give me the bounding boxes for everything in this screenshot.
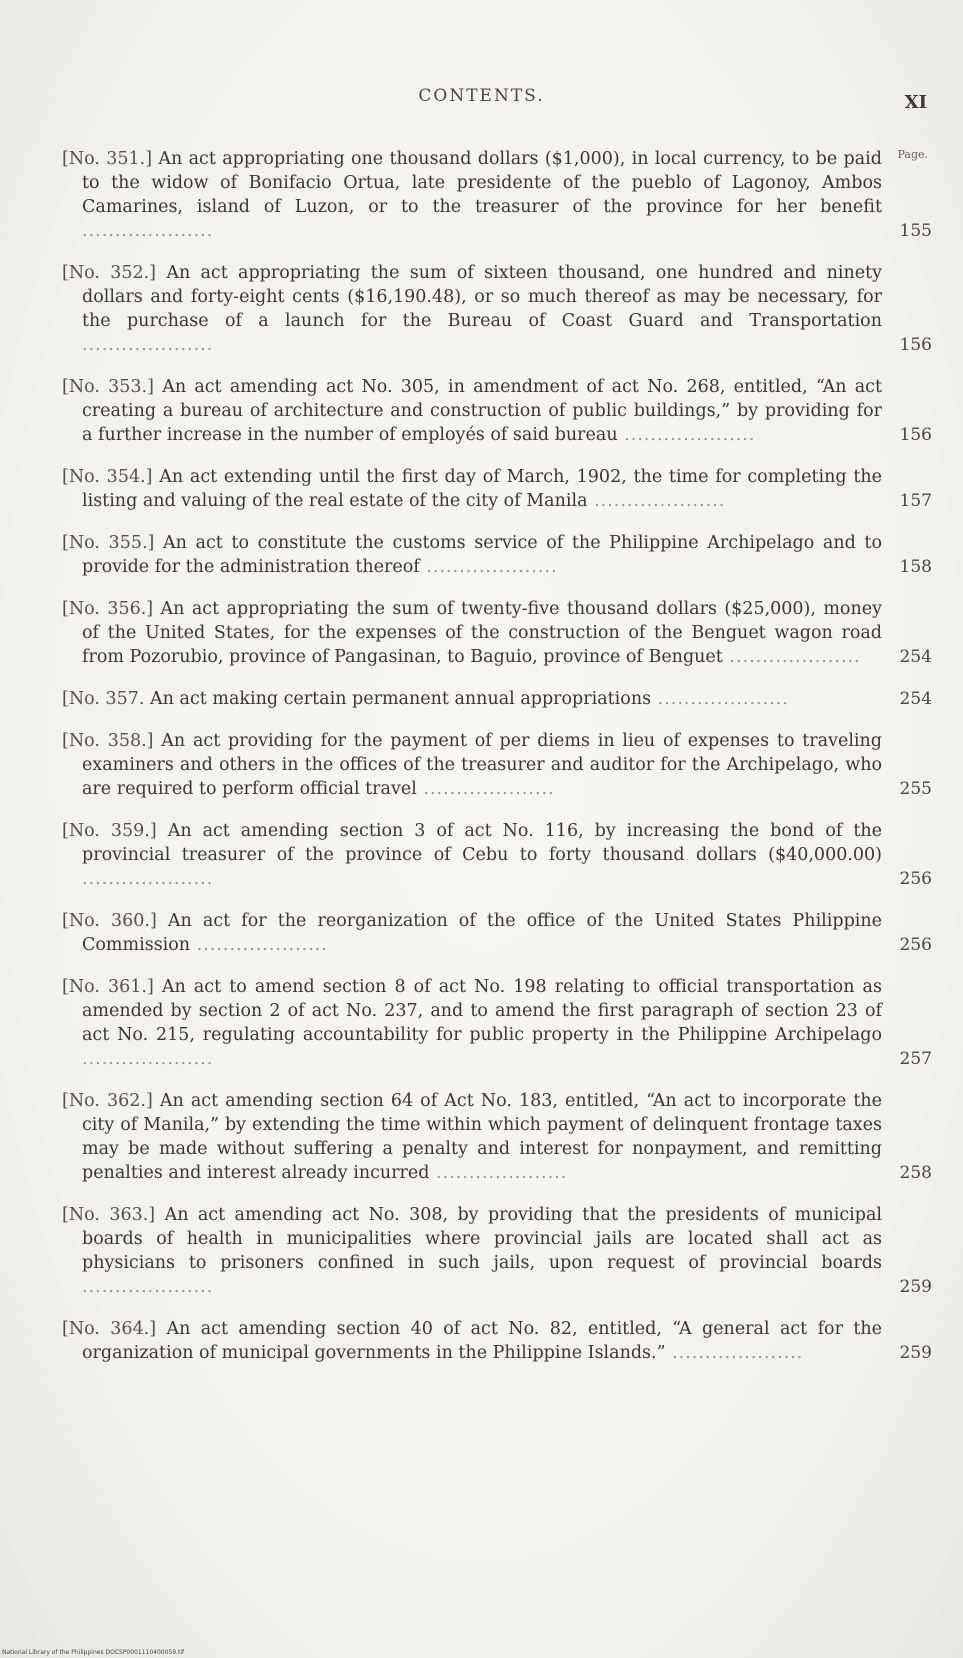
contents-entry [62, 687, 932, 711]
contents-entry [62, 261, 932, 357]
dot-leader: .................... [82, 1277, 214, 1297]
entry-text [62, 147, 882, 243]
entry-description: An act making certain permanent annual appropriations [150, 689, 652, 709]
contents-entry [62, 1317, 932, 1365]
dot-leader: .................... [82, 335, 214, 355]
entry-text [62, 597, 882, 669]
contents-entry [62, 729, 932, 801]
entry-number: [No. 359.] [62, 821, 157, 841]
entry-description: An act appropriating the sum of sixteen thousand, one hundred and ninety dollars and forty-eight cents ($16,190.48), or so much thereof as may be necessary, for the purchase of a launch for the Bureau of Coast Guard and Transportation [82, 263, 882, 331]
entry-number: [No. 356.] [62, 599, 154, 619]
dot-leader: .................... [665, 1343, 804, 1363]
entry-text [62, 1317, 882, 1365]
entry-number: [No. 361.] [62, 977, 154, 997]
entry-page-number: 156 [899, 335, 932, 355]
page-title: CONTENTS. [418, 86, 545, 106]
entry-page-number: 156 [899, 425, 932, 445]
entry-text [62, 729, 882, 801]
entry-text [62, 1203, 882, 1299]
contents-entry [62, 909, 932, 957]
contents-entry [62, 597, 932, 669]
entry-text [62, 975, 882, 1071]
entry-page-number: 254 [899, 689, 932, 709]
entry-text [62, 687, 882, 711]
entry-page-number: 259 [899, 1277, 932, 1297]
dot-leader: .................... [82, 221, 214, 241]
contents-entry [62, 531, 932, 579]
entry-description: An act extending until the first day of March, 1902, the time for completing the listing and valuing of the real estate of the city of Manila [82, 467, 882, 511]
entry-text [62, 375, 882, 447]
entry-description: An act amending act No. 308, by providing that the presidents of municipal boards of health in municipalities where provincial jails are located shall act as physicians to prisoners confined in such jails, upon request of provincial boards [82, 1205, 882, 1273]
entry-number: [No. 355.] [62, 533, 155, 553]
contents-entry [62, 1203, 932, 1299]
dot-leader: .................... [587, 491, 726, 511]
entry-page-number: 256 [899, 935, 932, 955]
entry-text [62, 819, 882, 891]
contents-entry [62, 147, 932, 243]
entry-number: [No. 354.] [62, 467, 153, 487]
entry-number: [No. 364.] [62, 1319, 157, 1339]
entry-description: An act amending section 3 of act No. 116, by increasing the bond of the provincial treasurer of the province of Cebu to forty thousand dollars ($40,000.00) [82, 821, 882, 865]
contents-entry [62, 975, 932, 1071]
entry-text [62, 909, 882, 957]
entry-page-number: 258 [899, 1163, 932, 1183]
entry-page-number: 255 [899, 779, 932, 799]
dot-leader: .................... [722, 647, 861, 667]
entry-number: [No. 357. [62, 689, 145, 709]
page-column-label: Page. [897, 148, 928, 161]
entry-text [62, 1089, 882, 1185]
contents-entry [62, 375, 932, 447]
dot-leader: .................... [651, 689, 789, 709]
page-number: XI [904, 92, 927, 113]
dot-leader: .................... [82, 1049, 214, 1069]
entry-description: An act amending act No. 305, in amendment of act No. 268, entitled, “An act creating a bureau of architecture and construction of public buildings,” by providing for a further increase in the number of employés of said bureau [82, 377, 882, 445]
dot-leader: .................... [617, 425, 756, 445]
entry-text [62, 465, 882, 513]
entry-number: [No. 352.] [62, 263, 157, 283]
dot-leader: .................... [82, 869, 214, 889]
contents-entry [62, 819, 932, 891]
entry-description: An act amending section 40 of act No. 82, entitled, “A general act for the organization of municipal governments in the Philippine Islands.” [82, 1319, 882, 1363]
entry-number: [No. 363.] [62, 1205, 156, 1225]
entry-description: An act appropriating one thousand dollars ($1,000), in local currency, to be paid to the widow of Bonifacio Ortua, late presidente of the pueblo of Lagonoy, Ambos Camarines, island of Luzon, or to the treasurer of the province for her benefit [82, 149, 882, 217]
entry-description: An act appropriating the sum of twenty-five thousand dollars ($25,000), money of the United States, for the expenses of the construction of the Benguet wagon road from Pozorubio, province of Pangasinan, to Baguio, province of Benguet [82, 599, 882, 667]
entry-number: [No. 362.] [62, 1091, 153, 1111]
dot-leader: .................... [419, 557, 558, 577]
entry-description: An act for the reorganization of the office of the United States Philippine Commission [82, 911, 882, 955]
entry-page-number: 158 [899, 557, 932, 577]
entry-text [62, 261, 882, 357]
footer-credit: National Library of the Philippines DOCSP0001110400059.tif [2, 1649, 185, 1656]
entry-description: An act amending section 64 of Act No. 183, entitled, “An act to incorporate the city of Manila,” by extending the time within which payment of delinquent frontage taxes may be made without suffering a penalty and interest for nonpayment, and remitting penalties and interest already incurred [82, 1091, 882, 1183]
contents-entry [62, 1089, 932, 1185]
dot-leader: .................... [429, 1163, 568, 1183]
entry-page-number: 257 [899, 1049, 932, 1069]
entry-number: [No. 360.] [62, 911, 157, 931]
entry-page-number: 259 [899, 1343, 932, 1363]
entry-description: An act to amend section 8 of act No. 198 relating to official transportation as amended by section 2 of act No. 237, and to amend the first paragraph of section 23 of act No. 215, regulating accountability for public property in the Philippine Archipelago [82, 977, 882, 1045]
contents-list [62, 147, 932, 1383]
entry-page-number: 254 [899, 647, 932, 667]
dot-leader: .................... [190, 935, 328, 955]
entry-text [62, 531, 882, 579]
dot-leader: .................... [416, 779, 555, 799]
entry-page-number: 157 [899, 491, 932, 511]
entry-description: An act providing for the payment of per diems in lieu of expenses to traveling examiners and others in the offices of the treasurer and auditor for the Archipelago, who are required to perform official travel [82, 731, 882, 799]
entry-number: [No. 351.] [62, 149, 153, 169]
entry-page-number: 256 [899, 869, 932, 889]
contents-entry [62, 465, 932, 513]
entry-page-number: 155 [899, 221, 932, 241]
entry-number: [No. 353.] [62, 377, 154, 397]
entry-description: An act to constitute the customs service of the Philippine Archipelago and to provide for the administration thereof [82, 533, 882, 577]
entry-number: [No. 358.] [62, 731, 154, 751]
